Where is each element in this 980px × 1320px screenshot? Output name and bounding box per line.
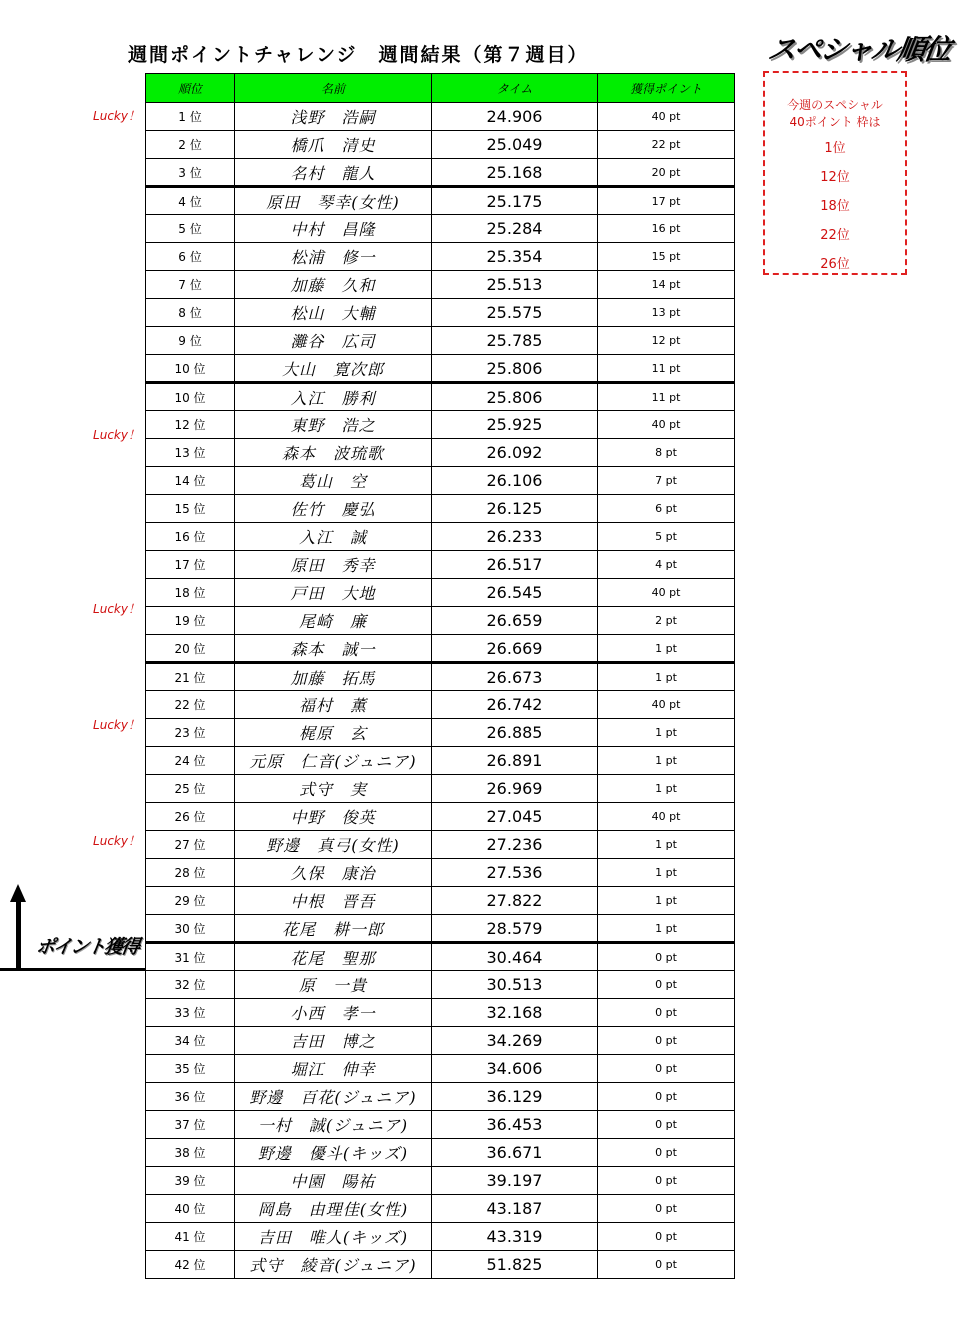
- points-cell: 1 pt: [598, 719, 735, 747]
- time-cell: 30.464: [432, 943, 598, 971]
- time-cell: 26.659: [432, 607, 598, 635]
- name-cell: 小西 孝一: [235, 999, 432, 1027]
- name-cell: 名村 龍人: [235, 159, 432, 187]
- header-name: 名前: [235, 74, 432, 103]
- table-row: [146, 1111, 735, 1139]
- time-cell: 25.513: [432, 271, 598, 299]
- rank-cell: 27 位: [146, 831, 235, 859]
- rank-cell: 1 位: [146, 103, 235, 131]
- points-cell: 40 pt: [598, 691, 735, 719]
- rank-cell: 2 位: [146, 131, 235, 159]
- name-cell: 松山 大輔: [235, 299, 432, 327]
- name-cell: 中根 晋吾: [235, 887, 432, 915]
- name-cell: 堀江 伸幸: [235, 1055, 432, 1083]
- table-row: [146, 607, 735, 635]
- time-cell: 24.906: [432, 103, 598, 131]
- rank-cell: 18 位: [146, 579, 235, 607]
- name-cell: 花尾 耕一郎: [235, 915, 432, 943]
- lucky-label: [80, 537, 140, 566]
- time-cell: 26.125: [432, 495, 598, 523]
- rank-cell: 37 位: [146, 1111, 235, 1139]
- results-body: [146, 103, 735, 1279]
- time-cell: 26.106: [432, 467, 598, 495]
- time-cell: 25.354: [432, 243, 598, 271]
- points-cell: 1 pt: [598, 887, 735, 915]
- rank-cell: 10 位: [146, 355, 235, 383]
- name-cell: 野邊 優斗(キッズ): [235, 1139, 432, 1167]
- rank-cell: 38 位: [146, 1139, 235, 1167]
- time-cell: 25.049: [432, 131, 598, 159]
- page-title: 週間ポイントチャレンジ 週間結果（第７週目）: [128, 44, 589, 66]
- special-note-line1: 今週のスペシャル: [787, 98, 883, 112]
- table-row: [146, 747, 735, 775]
- lucky-label: [80, 450, 140, 479]
- lucky-label: [80, 1117, 140, 1146]
- time-cell: 43.187: [432, 1195, 598, 1223]
- lucky-label: [80, 769, 140, 798]
- table-row: [146, 215, 735, 243]
- points-cell: 4 pt: [598, 551, 735, 579]
- rank-cell: 29 位: [146, 887, 235, 915]
- points-cutoff-line: [0, 968, 146, 971]
- time-cell: 36.129: [432, 1083, 598, 1111]
- lucky-label: Lucky！: [93, 834, 140, 848]
- table-row: [146, 803, 735, 831]
- special-rank-list: [765, 134, 905, 279]
- lucky-label: [80, 885, 140, 914]
- rank-cell: 10 位: [146, 383, 235, 411]
- header-row: [146, 74, 735, 103]
- points-cell: 1 pt: [598, 775, 735, 803]
- table-row: [146, 831, 735, 859]
- name-cell: 大山 寛次郎: [235, 355, 432, 383]
- name-cell: 式守 綾音(ジュニア): [235, 1251, 432, 1279]
- table-row: [146, 719, 735, 747]
- lucky-label: [80, 276, 140, 305]
- table-row: [146, 775, 735, 803]
- points-cell: 0 pt: [598, 1223, 735, 1251]
- points-cell: 14 pt: [598, 271, 735, 299]
- points-cell: 12 pt: [598, 327, 735, 355]
- lucky-label: [80, 740, 140, 769]
- up-arrow-shaft: [16, 900, 21, 970]
- lucky-label: [80, 160, 140, 189]
- rank-cell: 19 位: [146, 607, 235, 635]
- name-cell: 吉田 博之: [235, 1027, 432, 1055]
- points-cell: 8 pt: [598, 439, 735, 467]
- rank-cell: 14 位: [146, 467, 235, 495]
- time-cell: 25.806: [432, 383, 598, 411]
- table-row: [146, 103, 735, 131]
- time-cell: 30.513: [432, 971, 598, 999]
- name-cell: 原田 琴幸(女性): [235, 187, 432, 215]
- time-cell: 26.517: [432, 551, 598, 579]
- rank-cell: 42 位: [146, 1251, 235, 1279]
- rank-cell: 6 位: [146, 243, 235, 271]
- lucky-label: [80, 1088, 140, 1117]
- time-cell: 26.673: [432, 663, 598, 691]
- time-cell: 25.284: [432, 215, 598, 243]
- time-cell: 26.891: [432, 747, 598, 775]
- rank-cell: 3 位: [146, 159, 235, 187]
- lucky-label: [80, 972, 140, 1001]
- name-cell: 佐竹 慶弘: [235, 495, 432, 523]
- lucky-label: [80, 566, 140, 595]
- points-cell: 2 pt: [598, 607, 735, 635]
- table-row: [146, 1139, 735, 1167]
- name-cell: 橋爪 清史: [235, 131, 432, 159]
- time-cell: 26.233: [432, 523, 598, 551]
- rank-cell: 20 位: [146, 635, 235, 663]
- points-cell: 0 pt: [598, 1111, 735, 1139]
- time-cell: 25.925: [432, 411, 598, 439]
- special-rank-item: 12位: [820, 170, 850, 185]
- lucky-label: [80, 189, 140, 218]
- time-cell: 28.579: [432, 915, 598, 943]
- name-cell: 入江 勝利: [235, 383, 432, 411]
- points-cell: 0 pt: [598, 943, 735, 971]
- time-cell: 27.536: [432, 859, 598, 887]
- name-cell: 戸田 大地: [235, 579, 432, 607]
- rank-cell: 30 位: [146, 915, 235, 943]
- points-cell: 6 pt: [598, 495, 735, 523]
- lucky-label: [80, 392, 140, 421]
- lucky-label: Lucky！: [93, 109, 140, 123]
- lucky-label: [80, 334, 140, 363]
- points-cell: 1 pt: [598, 663, 735, 691]
- table-row: [146, 271, 735, 299]
- lucky-label: [80, 624, 140, 653]
- lucky-label: [80, 1204, 140, 1233]
- points-cell: 40 pt: [598, 103, 735, 131]
- name-cell: 森本 波琉歌: [235, 439, 432, 467]
- name-cell: 原田 秀幸: [235, 551, 432, 579]
- points-cell: 7 pt: [598, 467, 735, 495]
- name-cell: 元原 仁音(ジュニア): [235, 747, 432, 775]
- table-row: [146, 299, 735, 327]
- name-cell: 梶原 玄: [235, 719, 432, 747]
- time-cell: 26.885: [432, 719, 598, 747]
- time-cell: 25.175: [432, 187, 598, 215]
- special-note-line2: 40ポイント 枠は: [789, 115, 881, 129]
- points-cell: 0 pt: [598, 1027, 735, 1055]
- time-cell: 34.269: [432, 1027, 598, 1055]
- special-rank-item: 26位: [820, 257, 850, 272]
- rank-cell: 40 位: [146, 1195, 235, 1223]
- rank-cell: 25 位: [146, 775, 235, 803]
- name-cell: 野邊 真弓(女性): [235, 831, 432, 859]
- rank-cell: 28 位: [146, 859, 235, 887]
- points-cell: 20 pt: [598, 159, 735, 187]
- time-cell: 25.806: [432, 355, 598, 383]
- points-cell: 16 pt: [598, 215, 735, 243]
- points-cell: 17 pt: [598, 187, 735, 215]
- lucky-label: [80, 218, 140, 247]
- time-cell: 26.742: [432, 691, 598, 719]
- special-note: [765, 97, 905, 131]
- time-cell: 27.822: [432, 887, 598, 915]
- time-cell: 26.545: [432, 579, 598, 607]
- time-cell: 26.092: [432, 439, 598, 467]
- rank-cell: 33 位: [146, 999, 235, 1027]
- points-cell: 0 pt: [598, 1167, 735, 1195]
- lucky-label: [80, 1030, 140, 1059]
- lucky-label: [80, 653, 140, 682]
- points-cell: 0 pt: [598, 1251, 735, 1279]
- lucky-label: Lucky！: [93, 602, 140, 616]
- lucky-label: [80, 131, 140, 160]
- table-row: [146, 971, 735, 999]
- table-row: [146, 943, 735, 971]
- table-row: [146, 691, 735, 719]
- points-cell: 40 pt: [598, 803, 735, 831]
- time-cell: 25.575: [432, 299, 598, 327]
- rank-cell: 17 位: [146, 551, 235, 579]
- table-row: [146, 187, 735, 215]
- points-label: ポイント獲得: [34, 936, 140, 958]
- table-row: [146, 495, 735, 523]
- name-cell: 一村 誠(ジュニア): [235, 1111, 432, 1139]
- rank-cell: 35 位: [146, 1055, 235, 1083]
- time-cell: 43.319: [432, 1223, 598, 1251]
- table-row: [146, 1251, 735, 1279]
- time-cell: 26.969: [432, 775, 598, 803]
- table-row: [146, 327, 735, 355]
- lucky-label: [80, 247, 140, 276]
- header-rank: 順位: [146, 74, 235, 103]
- name-cell: 入江 誠: [235, 523, 432, 551]
- name-cell: 岡島 由理佳(女性): [235, 1195, 432, 1223]
- table-row: [146, 999, 735, 1027]
- time-cell: 26.669: [432, 635, 598, 663]
- points-cell: 11 pt: [598, 383, 735, 411]
- rank-cell: 5 位: [146, 215, 235, 243]
- name-cell: 葛山 空: [235, 467, 432, 495]
- time-cell: 32.168: [432, 999, 598, 1027]
- table-row: [146, 159, 735, 187]
- time-cell: 51.825: [432, 1251, 598, 1279]
- points-cell: 1 pt: [598, 635, 735, 663]
- table-row: [146, 1027, 735, 1055]
- table-row: [146, 243, 735, 271]
- special-rank-box: [763, 71, 907, 275]
- name-cell: 原 一貴: [235, 971, 432, 999]
- table-row: [146, 411, 735, 439]
- name-cell: 灘谷 広司: [235, 327, 432, 355]
- name-cell: 加藤 拓馬: [235, 663, 432, 691]
- rank-cell: 36 位: [146, 1083, 235, 1111]
- rank-cell: 26 位: [146, 803, 235, 831]
- special-rank-item: 1位: [824, 141, 846, 156]
- name-cell: 中村 昌隆: [235, 215, 432, 243]
- time-cell: 27.045: [432, 803, 598, 831]
- table-row: [146, 1055, 735, 1083]
- points-cell: 22 pt: [598, 131, 735, 159]
- table-row: [146, 1167, 735, 1195]
- lucky-label: [80, 1146, 140, 1175]
- lucky-label: [80, 1262, 140, 1291]
- name-cell: 中園 陽祐: [235, 1167, 432, 1195]
- rank-cell: 22 位: [146, 691, 235, 719]
- time-cell: 36.671: [432, 1139, 598, 1167]
- rank-cell: 41 位: [146, 1223, 235, 1251]
- time-cell: 34.606: [432, 1055, 598, 1083]
- name-cell: 松浦 修一: [235, 243, 432, 271]
- rank-cell: 32 位: [146, 971, 235, 999]
- points-cell: 0 pt: [598, 1055, 735, 1083]
- lucky-label: Lucky！: [93, 428, 140, 442]
- table-row: [146, 355, 735, 383]
- points-cell: 1 pt: [598, 915, 735, 943]
- points-cell: 40 pt: [598, 579, 735, 607]
- rank-cell: 34 位: [146, 1027, 235, 1055]
- points-cell: 0 pt: [598, 1195, 735, 1223]
- rank-cell: 4 位: [146, 187, 235, 215]
- table-row: [146, 663, 735, 691]
- points-cell: 0 pt: [598, 1083, 735, 1111]
- lucky-label: [80, 1059, 140, 1088]
- rank-cell: 7 位: [146, 271, 235, 299]
- rank-cell: 13 位: [146, 439, 235, 467]
- rank-cell: 21 位: [146, 663, 235, 691]
- name-cell: 久保 康治: [235, 859, 432, 887]
- lucky-label: [80, 479, 140, 508]
- special-rank-item: 18位: [820, 199, 850, 214]
- lucky-label: [80, 363, 140, 392]
- lucky-label: [80, 1001, 140, 1030]
- table-row: [146, 635, 735, 663]
- table-row: [146, 523, 735, 551]
- lucky-label: Lucky！: [93, 718, 140, 732]
- table-row: [146, 859, 735, 887]
- name-cell: 加藤 久和: [235, 271, 432, 299]
- rank-cell: 24 位: [146, 747, 235, 775]
- table-row: [146, 887, 735, 915]
- points-cell: 1 pt: [598, 831, 735, 859]
- name-cell: 森本 誠一: [235, 635, 432, 663]
- points-cell: 15 pt: [598, 243, 735, 271]
- lucky-label: [80, 682, 140, 711]
- points-cell: 0 pt: [598, 999, 735, 1027]
- rank-cell: 9 位: [146, 327, 235, 355]
- special-rank-heading: スペシャル順位: [765, 33, 952, 66]
- points-cell: 40 pt: [598, 411, 735, 439]
- points-cell: 5 pt: [598, 523, 735, 551]
- name-cell: 吉田 唯人(キッズ): [235, 1223, 432, 1251]
- time-cell: 39.197: [432, 1167, 598, 1195]
- lucky-column: [80, 102, 140, 1320]
- lucky-label: [80, 1233, 140, 1262]
- time-cell: 25.785: [432, 327, 598, 355]
- rank-cell: 39 位: [146, 1167, 235, 1195]
- table-row: [146, 1223, 735, 1251]
- time-cell: 25.168: [432, 159, 598, 187]
- table-row: [146, 131, 735, 159]
- name-cell: 尾崎 廉: [235, 607, 432, 635]
- rank-cell: 15 位: [146, 495, 235, 523]
- header-time: タイム: [432, 74, 598, 103]
- lucky-label: [80, 856, 140, 885]
- points-cell: 0 pt: [598, 1139, 735, 1167]
- lucky-label: [80, 1175, 140, 1204]
- table-row: [146, 439, 735, 467]
- table-row: [146, 383, 735, 411]
- lucky-label: [80, 508, 140, 537]
- name-cell: 中野 俊英: [235, 803, 432, 831]
- points-cell: 1 pt: [598, 859, 735, 887]
- points-cell: 1 pt: [598, 747, 735, 775]
- special-rank-item: 22位: [820, 228, 850, 243]
- rank-cell: 12 位: [146, 411, 235, 439]
- rank-cell: 31 位: [146, 943, 235, 971]
- table-row: [146, 1083, 735, 1111]
- points-cell: 13 pt: [598, 299, 735, 327]
- name-cell: 野邊 百花(ジュニア): [235, 1083, 432, 1111]
- lucky-label: [80, 305, 140, 334]
- table-row: [146, 915, 735, 943]
- table-row: [146, 1195, 735, 1223]
- results-table: [145, 73, 735, 1279]
- time-cell: 36.453: [432, 1111, 598, 1139]
- lucky-label: [80, 798, 140, 827]
- time-cell: 27.236: [432, 831, 598, 859]
- rank-cell: 16 位: [146, 523, 235, 551]
- name-cell: 福村 薫: [235, 691, 432, 719]
- points-cell: 0 pt: [598, 971, 735, 999]
- header-points: 獲得ポイント: [598, 74, 735, 103]
- name-cell: 花尾 聖那: [235, 943, 432, 971]
- points-cell: 11 pt: [598, 355, 735, 383]
- name-cell: 式守 実: [235, 775, 432, 803]
- name-cell: 東野 浩之: [235, 411, 432, 439]
- table-row: [146, 551, 735, 579]
- table-row: [146, 579, 735, 607]
- rank-cell: 8 位: [146, 299, 235, 327]
- table-row: [146, 467, 735, 495]
- rank-cell: 23 位: [146, 719, 235, 747]
- lucky-label: [80, 1291, 140, 1320]
- name-cell: 浅野 浩嗣: [235, 103, 432, 131]
